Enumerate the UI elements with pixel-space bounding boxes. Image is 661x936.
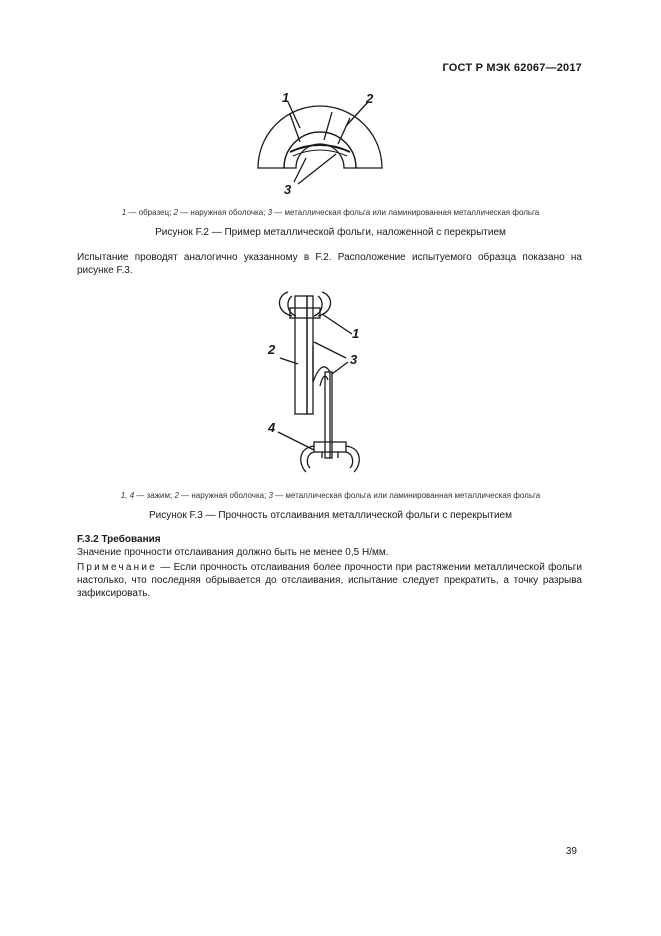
note-label: Примечание: [77, 562, 157, 573]
figure-f2-label-2: 2: [366, 91, 374, 106]
figure-f3-legend: 1, 4 — зажим; 2 — наружная оболочка; 3 — металлическая фольга или ламинированная металлическая фольга: [120, 491, 541, 500]
figure-f3-drawing: [262, 286, 372, 482]
note-paragraph: [77, 561, 582, 600]
figure-f3-label-4: 4: [268, 420, 276, 435]
figure-f3-label-3: 3: [350, 352, 358, 367]
note-text: — Если прочность отслаивания более прочности при растяжении металлической фольги настолько, что последняя обрывается до отслаивания, испытание следует прекратить, а точку разрыва зафиксировать.: [77, 562, 582, 599]
figure-f2-label-1: 1: [282, 90, 290, 105]
outer-sheath-shape: [258, 106, 382, 168]
section-heading: F.3.2 Требования: [77, 534, 161, 545]
figure-f3-label-2: 2: [268, 342, 276, 357]
sheath-shape: [295, 296, 307, 414]
paragraph-test-description: Испытание проводят аналогично указанному в F.2. Расположение испытуемого образца показано на рисунке F.3.: [77, 252, 582, 276]
foil-shape: [290, 145, 350, 152]
document-header: ГОСТ Р МЭК 62067—2017: [442, 62, 582, 74]
figure-f2-legend: 1 — образец; 2 — наружная оболочка; 3 — металлическая фольга или ламинированная металлическая фольга: [121, 208, 540, 217]
figure-f2-drawing: [240, 88, 400, 198]
figure-f2-caption: Рисунок F.2 — Пример металлической фольги, наложенной с перекрытием: [155, 227, 506, 238]
figure-f3-label-1: 1: [352, 326, 360, 341]
foil-u-shape: [313, 346, 330, 458]
requirement-text: Значение прочности отслаивания должно быть не менее 0,5 Н/мм.: [77, 547, 389, 558]
figure-f2-label-3: 3: [284, 182, 292, 197]
page-number: 39: [565, 846, 577, 857]
figure-f3-caption: Рисунок F.3 — Прочность отслаивания металлической фольги с перекрытием: [148, 510, 512, 521]
